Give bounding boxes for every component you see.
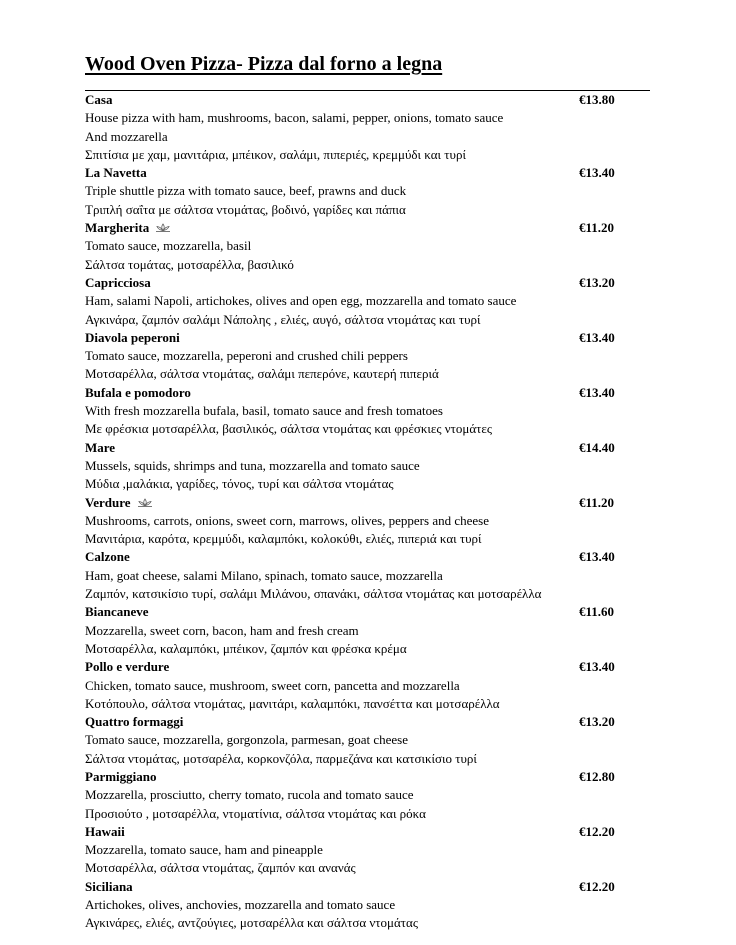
menu-item-price: €13.40: [579, 549, 615, 565]
menu-item: [85, 768, 650, 823]
menu-item-header: [85, 713, 650, 731]
menu-item-description: Μοτσαρέλλα, σάλτσα ντομάτας, σαλάμι πεπερόνε, καυτερή πιπεριά: [85, 366, 439, 382]
menu-item: [85, 219, 650, 274]
menu-item: [85, 548, 650, 603]
menu-item-name: Siciliana: [85, 878, 133, 894]
menu-item-price: €11.20: [579, 220, 615, 236]
menu-item-name: Bufala e pomodoro: [85, 384, 191, 400]
menu-item-name: Calzone: [85, 549, 130, 565]
menu-item-description: Μύδια ,μαλάκια, γαρίδες, τόνος, τυρί και σάλτσα ντομάτας: [85, 476, 394, 492]
menu-item-description: Mozzarella, sweet corn, bacon, ham and fresh cream: [85, 622, 359, 638]
menu-item-price: €13.40: [579, 659, 615, 675]
menu-item-description: Κοτόπουλο, σάλτσα ντομάτας, μανιτάρι, καλαμπόκι, πανσέττα και μοτσαρέλλα: [85, 695, 500, 711]
menu-item-name: Parmiggiano: [85, 768, 157, 784]
menu-item-name: La Navetta: [85, 165, 147, 181]
menu-item-header: [85, 164, 650, 182]
menu-item-description: Μοτσαρέλλα, καλαμπόκι, μπέικον, ζαμπόν και φρέσκα κρέμα: [85, 640, 407, 656]
menu-item-price: €12.20: [579, 823, 615, 839]
menu-item-description: Artichokes, olives, anchovies, mozzarella and tomato sauce: [85, 897, 396, 913]
menu-item-header: [85, 274, 650, 292]
menu-item-description: Ζαμπόν, κατσικίσιο τυρί, σαλάμι Μιλάνου, σπανάκι, σάλτσα ντομάτας και μοτσαρέλλα: [85, 586, 542, 602]
menu-item-name: Pollo e verdure: [85, 659, 170, 675]
menu-item-description: Mushrooms, carrots, onions, sweet corn, marrows, olives, peppers and cheese: [85, 512, 489, 528]
menu-item-name: Verdure: [85, 494, 131, 510]
menu-item: [85, 713, 650, 768]
menu-item-description: Τριπλή σαΐτα με σάλτσα ντομάτας, βοδινό, γαρίδες και πάπια: [85, 201, 406, 217]
menu-item-price: €13.80: [579, 92, 615, 107]
menu-item-price: €13.20: [579, 714, 615, 730]
menu-item: [85, 329, 650, 384]
menu-item: [85, 878, 650, 933]
menu-item: [85, 603, 650, 658]
menu-item-description: Ham, salami Napoli, artichokes, olives and open egg, mozzarella and tomato sauce: [85, 293, 517, 309]
menu-item: [85, 91, 650, 164]
menu-item-price: €14.40: [579, 439, 615, 455]
menu-item-header: [85, 823, 650, 841]
menu-item: [85, 274, 650, 329]
menu-item-description: Mozzarella, prosciutto, cherry tomato, rucola and tomato sauce: [85, 787, 414, 803]
menu-item-header: [85, 658, 650, 676]
menu-item-description: House pizza with ham, mushrooms, bacon, salami, pepper, onions, tomato sauce: [85, 110, 504, 126]
menu-item-description: Με φρέσκια μοτσαρέλλα, βασιλικός, σάλτσα ντομάτας και φρέσκιες ντομάτες: [85, 421, 492, 437]
menu-item-price: €13.20: [579, 274, 615, 290]
menu-item-price: €11.20: [579, 494, 615, 510]
menu-item-header: [85, 219, 650, 237]
menu-item-description: Σπιτίσια με χαμ, μανιτάρια, μπέικον, σαλάμι, πιπεριές, κρεμμύδι και τυρί: [85, 146, 466, 162]
menu-item-name: Biancaneve: [85, 604, 149, 620]
menu-item-price: €11.60: [579, 604, 615, 620]
menu-item-name: Hawaii: [85, 823, 125, 839]
menu-item-description: Αγκινάρα, ζαμπόν σαλάμι Νάπολης , ελιές, αυγό, σάλτσα ντομάτας και τυρί: [85, 311, 481, 327]
menu-item-description: Tomato sauce, mozzarella, gorgonzola, parmesan, goat cheese: [85, 732, 408, 748]
menu-item-header: [85, 439, 650, 457]
menu-item: [85, 494, 650, 549]
menu-item-description: Tomato sauce, mozzarella, basil: [85, 238, 252, 254]
vegetarian-icon: [155, 220, 171, 230]
menu-item-name: Casa: [85, 92, 113, 107]
menu-item: [85, 658, 650, 713]
menu-item-name: Capricciosa: [85, 274, 151, 290]
vegetarian-icon: [137, 495, 153, 505]
menu-item: [85, 823, 650, 878]
menu-item-price: €13.40: [579, 384, 615, 400]
menu-item: [85, 164, 650, 219]
menu-item: [85, 439, 650, 494]
menu-item-description: Tomato sauce, mozzarella, peperoni and crushed chili peppers: [85, 348, 408, 364]
menu-item-description: Mozzarella, tomato sauce, ham and pineapple: [85, 842, 323, 858]
menu-item-description: Chicken, tomato sauce, mushroom, sweet corn, pancetta and mozzarella: [85, 677, 460, 693]
menu-item-name: Margherita: [85, 220, 150, 236]
menu-item-description: Αγκινάρες, ελιές, αντζούγιες, μοτσαρέλλα και σάλτσα ντομάτας: [85, 915, 418, 931]
menu-item-price: €12.80: [579, 768, 615, 784]
menu-item-header: [85, 91, 650, 109]
menu-list: [85, 91, 650, 933]
menu-item-description: Μοτσαρέλλα, σάλτσα ντομάτας, ζαμπόν και ανανάς: [85, 860, 356, 876]
menu-item-header: [85, 878, 650, 896]
menu-item-header: [85, 548, 650, 566]
menu-item-price: €12.20: [579, 878, 615, 894]
menu-item-header: [85, 603, 650, 621]
menu-item-name: Quattro formaggi: [85, 714, 184, 730]
menu-item-price: €13.40: [579, 165, 615, 181]
menu-item-description: Μανιτάρια, καρότα, κρεμμύδι, καλαμπόκι, κολοκύθι, ελιές, πιπεριά και τυρί: [85, 531, 482, 547]
menu-item-name: Diavola peperoni: [85, 329, 180, 345]
menu-item-price: €13.40: [579, 329, 615, 345]
menu-item-description: Mussels, squids, shrimps and tuna, mozzarella and tomato sauce: [85, 457, 420, 473]
menu-item: [85, 384, 650, 439]
menu-item-header: [85, 768, 650, 786]
menu-item-description: With fresh mozzarella bufala, basil, tomato sauce and fresh tomatoes: [85, 403, 443, 419]
menu-item-description: Ham, goat cheese, salami Milano, spinach, tomato sauce, mozzarella: [85, 567, 443, 583]
menu-item-description: Προσιούτο , μοτσαρέλλα, ντοματίνια, σάλτσα ντομάτας και ρόκα: [85, 805, 426, 821]
menu-item-description: Σάλτσα ντομάτας, μοτσαρέλα, κορκονζόλα, παρμεζάνα και κατσικίσιο τυρί: [85, 750, 477, 766]
menu-item-description: And mozzarella: [85, 128, 168, 144]
menu-item-header: [85, 329, 650, 347]
page-title: Wood Oven Pizza- Pizza dal forno a legna: [85, 53, 443, 75]
menu-item-name: Mare: [85, 439, 116, 455]
menu-item-header: [85, 494, 650, 512]
menu-item-description: Triple shuttle pizza with tomato sauce, beef, prawns and duck: [85, 183, 407, 199]
menu-item-header: [85, 384, 650, 402]
menu-item-description: Σάλτσα τομάτας, μοτσαρέλλα, βασιλικό: [85, 256, 294, 272]
